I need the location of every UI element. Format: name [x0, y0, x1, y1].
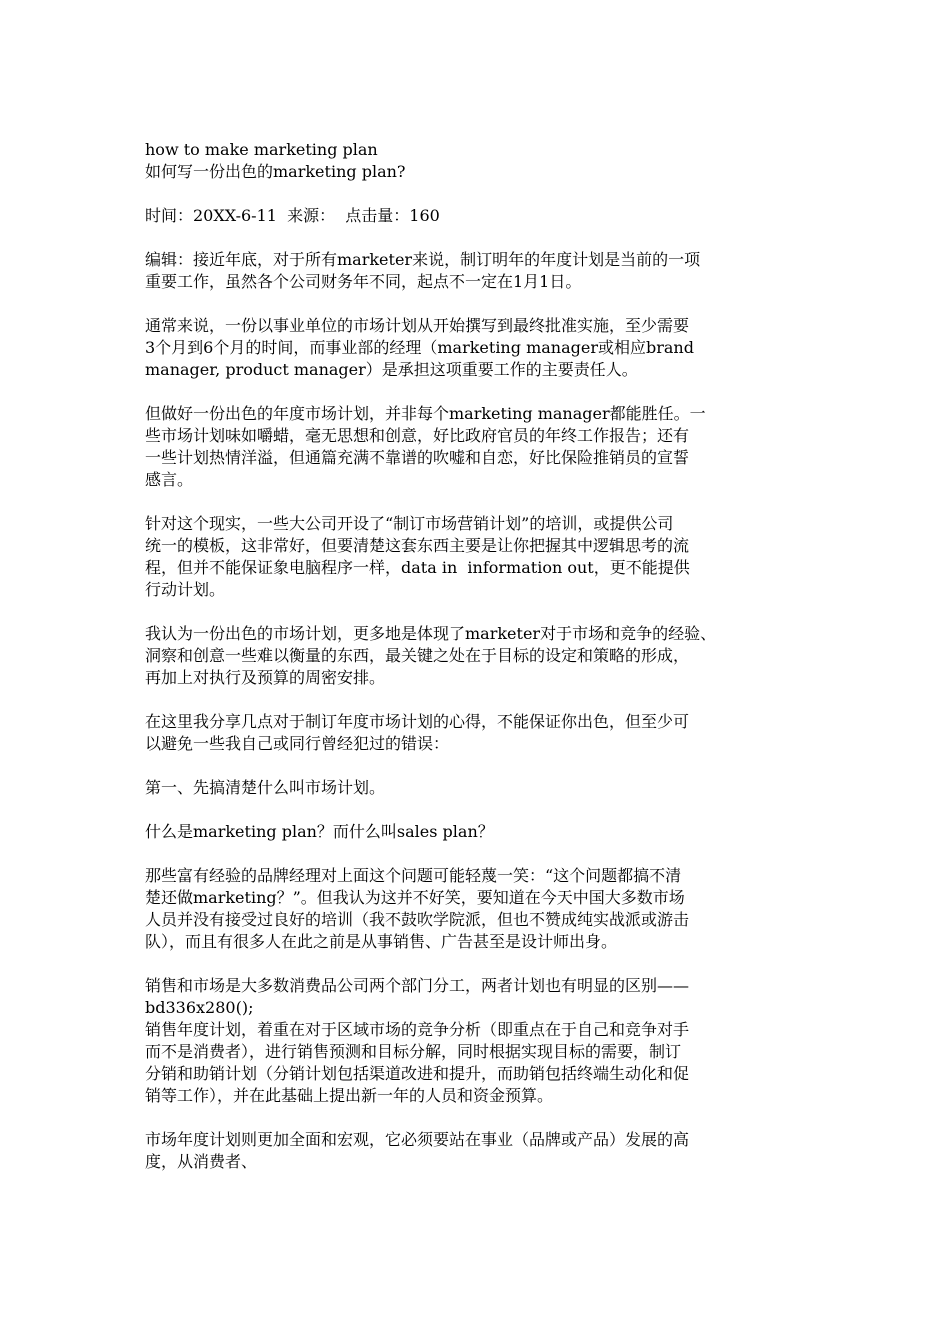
paragraph-line: 针对这个现实，一些大公司开设了“制订市场营销计划”的培训，或提供公司	[145, 514, 674, 533]
document-header	[145, 139, 815, 183]
paragraph-line: bd336x280();	[145, 998, 254, 1017]
paragraph-line: 我认为一份出色的市场计划，更多地是体现了marketer对于市场和竞争的经验、	[145, 624, 717, 643]
paragraph-line: 编辑：接近年底，对于所有marketer来说，制订明年的年度计划是当前的一项	[145, 250, 701, 269]
paragraph-line: 什么是marketing plan？而什么叫sales plan？	[145, 822, 494, 841]
paragraph	[145, 1129, 815, 1173]
paragraph	[145, 623, 815, 689]
paragraph-line: 3个月到6个月的时间，而事业部的经理（marketing manager或相应brand	[145, 338, 694, 357]
paragraph-line: 人员并没有接受过良好的培训（我不鼓吹学院派，但也不赞成纯实战派或游击	[145, 910, 690, 929]
paragraph	[145, 315, 815, 381]
paragraph-line: 些市场计划味如嚼蜡，毫无思想和创意，好比政府官员的年终工作报告；还有	[145, 426, 690, 445]
paragraph-line: 那些富有经验的品牌经理对上面这个问题可能轻蔑一笑：“这个问题都搞不清	[145, 866, 682, 885]
paragraph-line: 一些计划热情洋溢，但通篇充满不靠谱的吹嘘和自恋，好比保险推销员的宣誓	[145, 448, 690, 467]
paragraph-line: manager, product manager）是承担这项重要工作的主要责任人。	[145, 360, 638, 379]
paragraph	[145, 513, 815, 601]
paragraph-line: 度，从消费者、	[145, 1152, 258, 1171]
paragraph-line: 销等工作），并在此基础上提出新一年的人员和资金预算。	[145, 1086, 554, 1105]
paragraph-line: 感言。	[145, 470, 194, 489]
paragraph	[145, 711, 815, 755]
paragraph-line: 行动计划。	[145, 580, 226, 599]
paragraph-line: 洞察和创意一些难以衡量的东西，最关键之处在于目标的设定和策略的形成，	[145, 646, 690, 665]
paragraph-line: 分销和助销计划（分销计划包括渠道改进和提升，而助销包括终端生动化和促	[145, 1064, 690, 1083]
paragraph	[145, 777, 815, 799]
paragraph-line: 以避免一些我自己或同行曾经犯过的错误：	[145, 734, 450, 753]
paragraph	[145, 865, 815, 953]
paragraph-line: 重要工作，虽然各个公司财务年不同，起点不一定在1月1日。	[145, 272, 582, 291]
paragraph-line: 程，但并不能保证象电脑程序一样，data in information out，更不能提供	[145, 558, 690, 577]
paragraph	[145, 403, 815, 491]
paragraph-line: 销售年度计划，着重在对于区域市场的竞争分析（即重点在于自己和竞争对手	[145, 1020, 690, 1039]
article-body	[145, 249, 815, 1173]
paragraph-line: 楚还做marketing？”。但我认为这并不好笑，要知道在今天中国大多数市场	[145, 888, 685, 907]
paragraph	[145, 821, 815, 843]
document-page	[145, 139, 815, 1195]
article-meta	[145, 205, 815, 227]
paragraph-line: 统一的模板，这非常好，但要清楚这套东西主要是让你把握其中逻辑思考的流	[145, 536, 690, 555]
title-english: how to make marketing plan	[145, 140, 378, 159]
paragraph-line: 但做好一份出色的年度市场计划，并非每个marketing manager都能胜任。一	[145, 404, 706, 423]
paragraph-line: 通常来说，一份以事业单位的市场计划从开始撰写到最终批准实施，至少需要	[145, 316, 690, 335]
paragraph	[145, 975, 815, 1107]
paragraph-line: 在这里我分享几点对于制订年度市场计划的心得，不能保证你出色，但至少可	[145, 712, 690, 731]
meta-line: 时间：20XX-6-11 来源： 点击量：160	[145, 206, 440, 225]
paragraph-line: 销售和市场是大多数消费品公司两个部门分工，两者计划也有明显的区别——	[145, 976, 690, 995]
paragraph-line: 市场年度计划则更加全面和宏观，它必须要站在事业（品牌或产品）发展的高	[145, 1130, 690, 1149]
paragraph	[145, 249, 815, 293]
paragraph-line: 再加上对执行及预算的周密安排。	[145, 668, 386, 687]
paragraph-line: 队），而且有很多人在此之前是从事销售、广告甚至是设计师出身。	[145, 932, 618, 951]
paragraph-line: 而不是消费者），进行销售预测和目标分解，同时根据实现目标的需要，制订	[145, 1042, 682, 1061]
paragraph-line: 第一、先搞清楚什么叫市场计划。	[145, 778, 386, 797]
title-chinese: 如何写一份出色的marketing plan?	[145, 162, 406, 181]
